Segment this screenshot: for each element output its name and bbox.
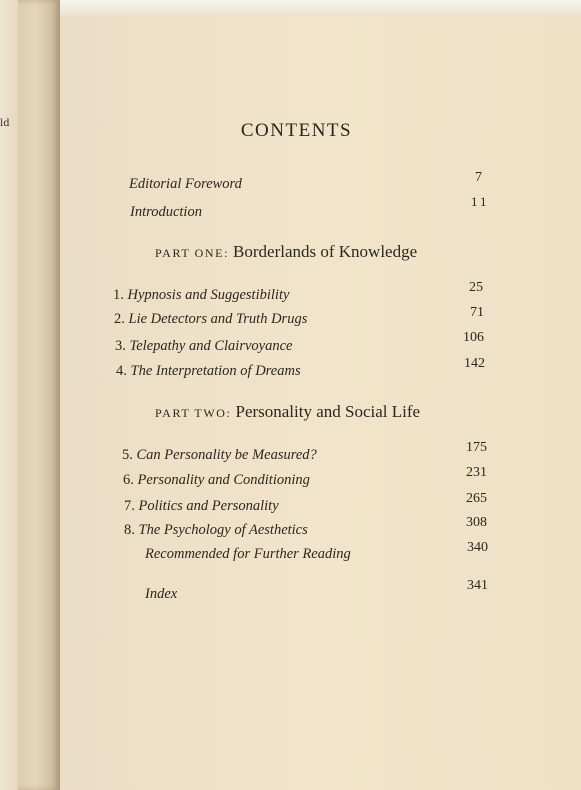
toc-entry-label: The Interpretation of Dreams <box>130 363 301 379</box>
chapter-number: 8. <box>124 522 135 538</box>
toc-page-number: 25 <box>469 280 483 295</box>
chapter-number: 6. <box>123 472 134 488</box>
toc-page-number: 341 <box>467 578 488 593</box>
chapter-number: 5. <box>122 447 133 463</box>
toc-page-number: 106 <box>463 330 484 345</box>
page-top-edge <box>0 0 581 16</box>
toc-page-number: 71 <box>470 305 484 320</box>
toc-entry-chapter-2 <box>114 311 307 328</box>
part-one-prefix: PART ONE: <box>155 246 230 260</box>
toc-entry-chapter-3 <box>115 338 292 355</box>
chapter-number: 3. <box>115 338 126 354</box>
toc-entry-chapter-8 <box>124 522 308 539</box>
part-one-title: Borderlands of Knowledge <box>233 242 418 261</box>
toc-page-number: 231 <box>466 465 487 480</box>
toc-page-number: 11 <box>471 194 490 209</box>
toc-page-number: 7 <box>475 170 482 185</box>
contents-heading: CONTENTS <box>240 120 353 141</box>
toc-entry-label: Telepathy and Clairvoyance <box>129 338 293 354</box>
toc-entry-label: Politics and Personality <box>138 498 279 514</box>
toc-entry-label: Introduction <box>130 204 202 220</box>
toc-entry-label: Can Personality be Measured? <box>136 447 317 463</box>
toc-entry-index <box>145 586 177 603</box>
chapter-number: 2. <box>114 311 125 327</box>
chapter-number: 4. <box>116 363 127 379</box>
toc-entry-label: Index <box>145 586 178 602</box>
toc-entry-chapter-6 <box>123 472 310 489</box>
toc-entry-chapter-5 <box>122 447 317 464</box>
toc-page-number: 142 <box>464 356 485 371</box>
gutter-mark: ld <box>0 118 10 129</box>
toc-page-number: 265 <box>466 491 487 506</box>
toc-entry-introduction <box>130 204 202 221</box>
toc-entry-editorial-foreword <box>129 176 242 193</box>
toc-entry-label: Lie Detectors and Truth Drugs <box>128 311 308 327</box>
toc-entry-label: Hypnosis and Suggestibility <box>127 287 290 303</box>
chapter-number: 7. <box>124 498 135 514</box>
toc-entry-label: Personality and Conditioning <box>137 472 310 488</box>
toc-page-number: 340 <box>467 540 488 555</box>
toc-entry-chapter-1 <box>113 287 289 304</box>
part-two-prefix: PART TWO: <box>155 406 232 420</box>
toc-entry-label: The Psychology of Aesthetics <box>138 522 308 538</box>
toc-entry-chapter-4 <box>116 363 301 380</box>
toc-entry-label: Editorial Foreword <box>129 176 242 192</box>
toc-page-number: 175 <box>466 440 487 455</box>
chapter-number: 1. <box>113 287 124 303</box>
toc-entry-label: Recommended for Further Reading <box>145 546 351 562</box>
part-two-heading <box>155 402 420 422</box>
toc-page-number: 308 <box>466 515 487 530</box>
toc-entry-chapter-7 <box>124 498 279 515</box>
part-one-heading <box>155 242 417 262</box>
part-two-title: Personality and Social Life <box>235 402 421 421</box>
toc-entry-further-reading <box>145 546 351 563</box>
